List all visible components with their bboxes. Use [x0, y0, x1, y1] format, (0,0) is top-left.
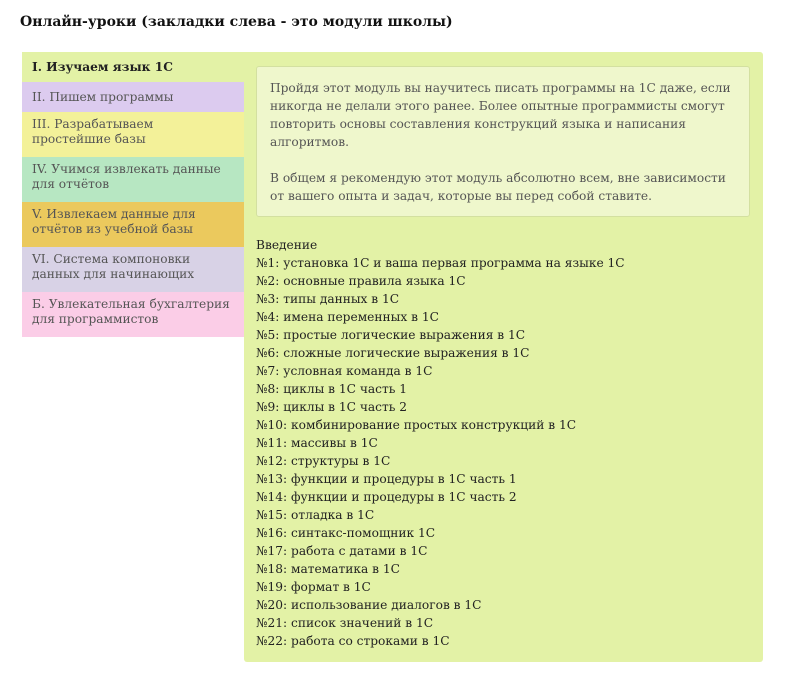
- tab-module-4[interactable]: IV. Учимся извлекать данные для отчётов: [22, 157, 244, 202]
- lesson-link[interactable]: №1: установка 1С и ваша первая программа на языке 1С: [256, 256, 625, 270]
- tab-module-b[interactable]: Б. Увлекательная бухгалтерия для программистов: [22, 292, 244, 337]
- lesson-link[interactable]: №4: имена переменных в 1С: [256, 310, 439, 324]
- module-tabs: [22, 52, 244, 337]
- lesson-link[interactable]: №12: структуры в 1С: [256, 454, 391, 468]
- lesson-link[interactable]: №21: список значений в 1С: [256, 616, 434, 630]
- tab-module-2[interactable]: II. Пишем программы: [22, 82, 244, 112]
- page-title: Онлайн-уроки (закладки слева - это модули школы): [20, 14, 453, 30]
- lesson-link[interactable]: №8: циклы в 1С часть 1: [256, 382, 408, 396]
- lesson-link[interactable]: №18: математика в 1С: [256, 562, 400, 576]
- lesson-link[interactable]: №15: отладка в 1С: [256, 508, 375, 522]
- tab-module-6[interactable]: VI. Система компоновки данных для начинающих: [22, 247, 244, 292]
- lesson-link[interactable]: №2: основные правила языка 1С: [256, 274, 466, 288]
- lesson-link[interactable]: №14: функции и процедуры в 1С часть 2: [256, 490, 517, 504]
- lesson-link[interactable]: №16: синтакс-помощник 1С: [256, 526, 436, 540]
- lesson-link[interactable]: №17: работа с датами в 1С: [256, 544, 428, 558]
- module-description: [256, 66, 750, 217]
- lesson-link[interactable]: №10: комбинирование простых конструкций в 1С: [256, 418, 577, 432]
- lesson-link[interactable]: №9: циклы в 1С часть 2: [256, 400, 408, 414]
- lesson-link[interactable]: №19: формат в 1С: [256, 580, 371, 594]
- module-content-panel: [244, 52, 763, 662]
- lesson-link[interactable]: №5: простые логические выражения в 1С: [256, 328, 526, 342]
- tab-module-3[interactable]: III. Разрабатываем простейшие базы: [22, 112, 244, 157]
- lesson-link[interactable]: №13: функции и процедуры в 1С часть 1: [256, 472, 517, 486]
- lesson-link[interactable]: №7: условная команда в 1С: [256, 364, 433, 378]
- lesson-link[interactable]: №20: использование диалогов в 1С: [256, 598, 482, 612]
- lesson-link[interactable]: №11: массивы в 1С: [256, 436, 378, 450]
- tab-module-5[interactable]: V. Извлекаем данные для отчётов из учебной базы: [22, 202, 244, 247]
- lesson-link[interactable]: №22: работа со строками в 1С: [256, 634, 450, 648]
- lesson-link-intro[interactable]: Введение: [256, 238, 318, 252]
- description-paragraph: Пройдя этот модуль вы научитесь писать программы на 1С даже, если никогда не делали этого ранее. Более опытные программисты смогут повторить основы составления конструкций языка и написания алгоритмов.: [270, 81, 731, 149]
- lesson-list: [256, 236, 625, 650]
- description-paragraph: В общем я рекомендую этот модуль абсолютно всем, вне зависимости от вашего опыта и задач, которые вы перед собой ставите.: [270, 171, 726, 203]
- tab-module-1[interactable]: I. Изучаем язык 1С: [22, 52, 244, 82]
- lesson-link[interactable]: №3: типы данных в 1С: [256, 292, 400, 306]
- lesson-link[interactable]: №6: сложные логические выражения в 1С: [256, 346, 530, 360]
